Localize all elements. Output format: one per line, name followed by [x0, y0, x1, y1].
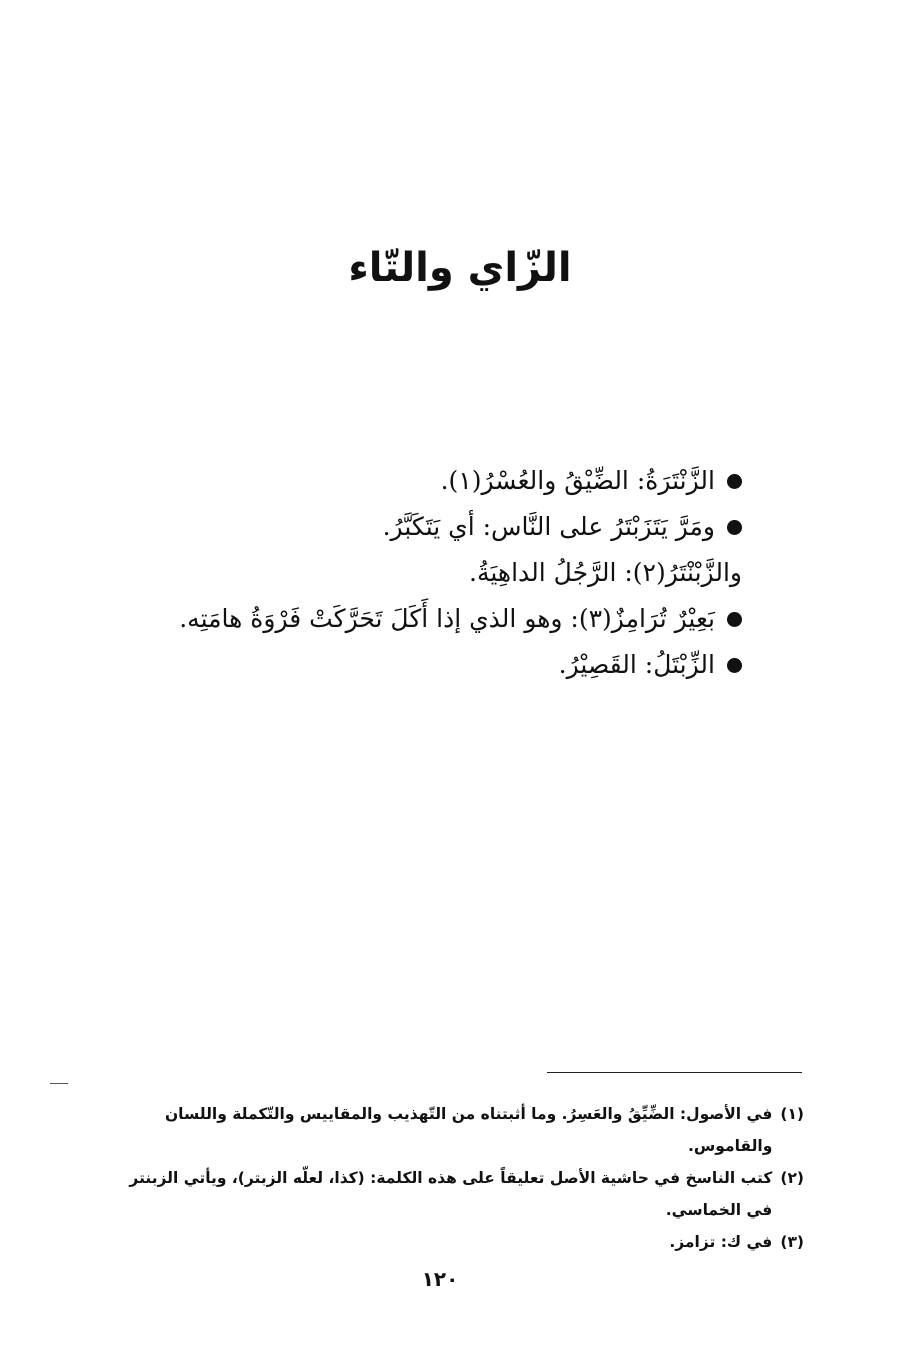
entry-text: والزَّبْنْتَرُ(٢): الرَّجُلُ الداهِيَةُ.: [469, 558, 742, 587]
footnote-number: (٢): [780, 1169, 804, 1187]
entry-text: ومَرَّ يَتَزَبْتَرُ على النَّاس: أي يَتَكَبَّرُ.: [382, 512, 715, 541]
list-item: [182, 642, 742, 688]
entry-text: الزَّنْتَرَةُ: الضِّيْقُ والعُسْرُ(١).: [440, 466, 715, 495]
entry-text: الزِّبْتَلُ: القَصِيْرُ.: [558, 650, 715, 679]
footnote: [100, 1226, 804, 1258]
list-item: [182, 504, 742, 550]
footnote-number: (٣): [780, 1233, 804, 1251]
margin-mark: [50, 1083, 68, 1084]
entry-list: [179, 458, 742, 688]
bullet-icon: [727, 520, 742, 535]
list-item: [179, 596, 742, 642]
list-item: [182, 458, 742, 504]
footnotes: [100, 1098, 804, 1258]
page-number: ١٢٠: [421, 1267, 459, 1291]
entry-text: بَعِيْرٌ تُرَامِزٌ(٣): وهو الذي إذا أَكَلَ تَحَرَّكَتْ فَرْوَةُ هامَتِه.: [179, 604, 715, 633]
footnote-text: في الأصول: الضِّيِّقُ والعَسِرُ. وما أثبتناه من التّهذيب والمقاييس والتّكملة واللسان والقاموس.: [164, 1105, 773, 1155]
footnote-text: كتب الناسخ في حاشية الأصل تعليقاً على هذه الكلمة: (كذا، لعلّه الزبتر)، ويأتي الزبنتر في الخماسي.: [129, 1169, 773, 1219]
chapter-title: الزّاي والتّاء: [348, 245, 572, 291]
footnote: [100, 1162, 804, 1226]
bullet-icon: [727, 658, 742, 673]
bullet-icon: [727, 474, 742, 489]
footnote: [100, 1098, 804, 1162]
list-item: [182, 550, 742, 596]
footnote-number: (١): [780, 1105, 804, 1123]
bullet-icon: [727, 612, 742, 627]
footnote-divider: [547, 1072, 802, 1073]
footnote-text: في ك: تزامز.: [669, 1233, 773, 1251]
